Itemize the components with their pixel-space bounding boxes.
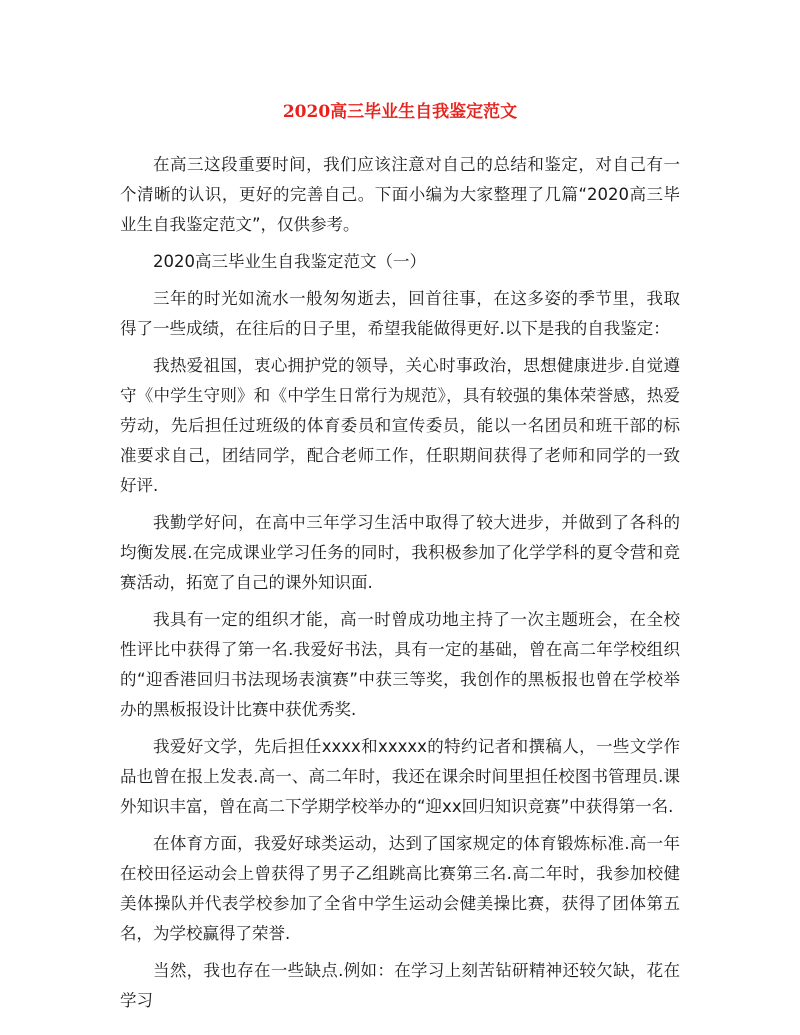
- paragraph: 我具有一定的组织才能，高一时曾成功地主持了一次主题班会，在全校性评比中获得了第一名.我爱好书法，具有一定的基础，曾在高二年学校组织的“迎香港回归书法现场表演赛”中获三等奖，我创作的黑板报也曾在学校举办的黑板报设计比赛中获优秀奖.: [120, 610, 680, 719]
- section-heading: 2020高三毕业生自我鉴定范文（一）: [153, 252, 426, 271]
- paragraph: 我爱好文学，先后担任xxxx和xxxxx的特约记者和撰稿人，一些文学作品也曾在报上发表.高一、高二年时，我还在课余时间里担任校图书管理员.课外知识丰富，曾在高二下学期学校举办的“迎xx回归知识竞赛”中获得第一名.: [120, 737, 680, 816]
- paragraph: 当然，我也存在一些缺点.例如：在学习上刻苦钻研精神还较欠缺，花在学习: [120, 961, 680, 1010]
- paragraph: 在体育方面，我爱好球类运动，达到了国家规定的体育锻炼标准.高一年在校田径运动会上曾获得了男子乙组跳高比赛第三名.高二年时，我参加校健美体操队并代表学校参加了全省中学生运动会健美操比赛，获得了团体第五名，为学校赢得了荣誉.: [120, 834, 680, 943]
- document-body: [120, 150, 680, 1023]
- paragraph-intro: 在高三这段重要时间，我们应该注意对自己的总结和鉴定，对自己有一个清晰的认识，更好的完善自己。下面小编为大家整理了几篇“2020高三毕业生自我鉴定范文”，仅供参考。: [120, 155, 680, 234]
- paragraph: 我热爱祖国，衷心拥护党的领导，关心时事政治，思想健康进步.自觉遵守《中学生守则》和《中学生日常行为规范》，具有较强的集体荣誉感，热爱劳动，先后担任过班级的体育委员和宣传委员，能以一名团员和班干部的标准要求自己，团结同学，配合老师工作，任职期间获得了老师和同学的一致好评.: [120, 356, 680, 495]
- document-title: 2020高三毕业生自我鉴定范文: [282, 102, 518, 122]
- paragraph: 我勤学好问，在高中三年学习生活中取得了较大进步，并做到了各科的均衡发展.在完成课业学习任务的同时，我积极参加了化学学科的夏令营和竞赛活动，拓宽了自己的课外知识面.: [120, 513, 680, 592]
- paragraph: 三年的时光如流水一般匆匆逝去，回首往事，在这多姿的季节里，我取得了一些成绩，在往后的日子里，希望我能做得更好.以下是我的自我鉴定：: [120, 289, 680, 338]
